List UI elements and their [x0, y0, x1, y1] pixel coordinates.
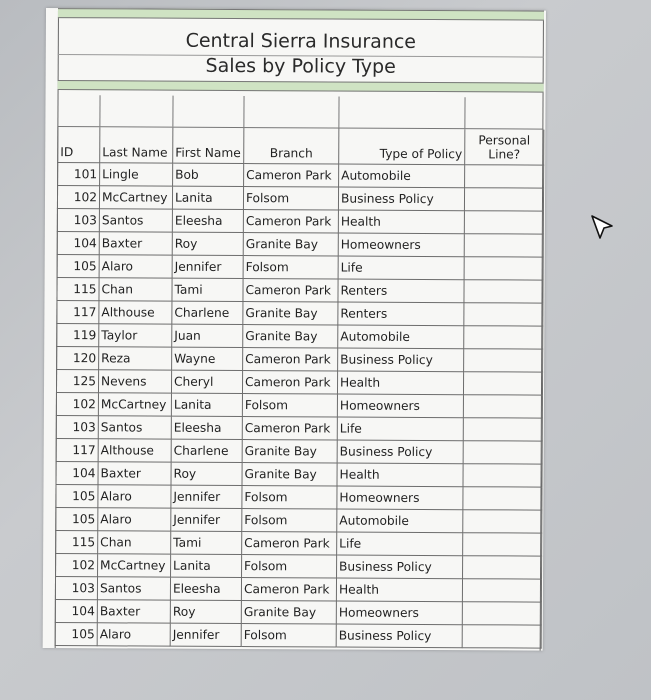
cell-branch: Cameron Park — [242, 370, 337, 393]
personal-header-line2: Line? — [488, 146, 521, 161]
cell-type-of-policy: Automobile — [337, 509, 463, 533]
cell-branch: Folsom — [243, 255, 338, 278]
cell-type-of-policy: Life — [337, 532, 463, 556]
cell-type-of-policy: Renters — [338, 302, 464, 326]
table-row — [57, 300, 543, 326]
blank-spacer-row — [57, 95, 543, 130]
table-row — [56, 461, 542, 487]
cell-personal-line — [463, 394, 542, 417]
cell-personal-line — [463, 532, 542, 555]
table-row — [58, 162, 544, 188]
cell-last-name: McCartney — [98, 553, 171, 576]
cell-branch: Folsom — [242, 508, 337, 531]
table-row — [57, 185, 543, 211]
cell-last-name: Baxter — [99, 231, 172, 254]
cell-type-of-policy: Business Policy — [337, 440, 463, 464]
cell-personal-line — [464, 187, 543, 210]
cell-id: 101 — [58, 162, 100, 185]
personal-header-line1: Personal — [478, 132, 531, 148]
cell-branch: Folsom — [242, 554, 337, 577]
cell-branch: Cameron Park — [243, 278, 338, 301]
cell-id: 105 — [55, 622, 97, 645]
cell-first-name: Charlene — [172, 301, 243, 324]
cell-first-name: Roy — [170, 600, 241, 623]
cell-id: 125 — [56, 369, 98, 392]
cell-id: 115 — [57, 277, 99, 300]
cell-id: 117 — [57, 300, 99, 323]
cell-id: 102 — [57, 185, 99, 208]
mouse-pointer-arrow-icon — [590, 214, 616, 244]
cell-branch: Cameron Park — [242, 416, 337, 439]
cell-last-name: Baxter — [97, 599, 170, 622]
cell-personal-line — [464, 325, 543, 348]
cell-personal-line — [463, 440, 542, 463]
cell-personal-line — [463, 509, 542, 532]
cell-id: 104 — [55, 599, 97, 622]
cell-personal-line — [464, 233, 543, 256]
table-row — [56, 438, 542, 464]
cell-id: 105 — [56, 484, 98, 507]
cell-last-name: Santos — [99, 208, 172, 231]
cell-first-name: Lanita — [172, 186, 243, 209]
cell-last-name: Alaro — [99, 254, 172, 277]
cell-id: 103 — [55, 576, 97, 599]
cell-first-name: Bob — [173, 163, 244, 186]
cell-id: 105 — [57, 254, 99, 277]
cell-branch: Cameron Park — [241, 577, 336, 600]
report-title-line2: Sales by Policy Type — [205, 54, 396, 78]
table-row — [56, 369, 542, 395]
cell-type-of-policy: Renters — [338, 279, 464, 303]
cell-last-name: Nevens — [98, 369, 171, 392]
cell-last-name: Lingle — [100, 162, 173, 185]
report-title-line1: Central Sierra Insurance — [185, 29, 417, 53]
cell-first-name: Jennifer — [170, 623, 241, 646]
cell-branch: Granite Bay — [241, 600, 336, 623]
cell-personal-line — [464, 279, 543, 302]
cell-first-name: Juan — [172, 324, 243, 347]
cell-type-of-policy: Homeowners — [337, 486, 463, 510]
column-header-first-name: First Name — [173, 128, 244, 163]
cell-last-name: Althouse — [98, 438, 171, 461]
cell-last-name: Chan — [98, 530, 171, 553]
table-row — [57, 254, 543, 280]
cell-personal-line — [462, 578, 541, 601]
cell-branch: Granite Bay — [243, 324, 338, 347]
cell-first-name: Tami — [171, 531, 242, 554]
column-header-branch: Branch — [244, 128, 339, 163]
table-row — [56, 507, 542, 533]
cell-branch: Folsom — [242, 393, 337, 416]
cell-last-name: Chan — [99, 277, 172, 300]
table-row — [56, 553, 542, 579]
cell-first-name: Lanita — [171, 554, 242, 577]
cell-personal-line — [462, 624, 541, 647]
cell-id: 105 — [56, 507, 98, 530]
cell-personal-line — [463, 463, 542, 486]
table-row — [57, 323, 543, 349]
cell-type-of-policy: Homeowners — [338, 233, 464, 257]
table-row — [56, 392, 542, 418]
cell-type-of-policy: Life — [337, 417, 463, 441]
cell-last-name: Santos — [97, 576, 170, 599]
cell-personal-line — [464, 302, 543, 325]
cell-last-name: McCartney — [99, 185, 172, 208]
cell-first-name: Roy — [172, 232, 243, 255]
table-row — [56, 530, 542, 556]
cell-type-of-policy: Homeowners — [336, 601, 462, 625]
cell-id: 102 — [56, 553, 98, 576]
cell-personal-line — [464, 256, 543, 279]
cell-personal-line — [464, 348, 543, 371]
cell-type-of-policy: Business Policy — [336, 624, 462, 648]
cell-last-name: Alaro — [98, 507, 171, 530]
cell-first-name: Jennifer — [171, 508, 242, 531]
table-row — [56, 484, 542, 510]
cell-branch: Granite Bay — [242, 462, 337, 485]
cell-personal-line — [465, 164, 544, 187]
cell-first-name: Cheryl — [171, 370, 242, 393]
cell-personal-line — [463, 486, 542, 509]
cell-id: 104 — [56, 461, 98, 484]
cell-type-of-policy: Automobile — [338, 325, 464, 349]
table-header-row — [58, 127, 544, 165]
column-header-id: ID — [58, 127, 100, 162]
cell-first-name: Jennifer — [172, 255, 243, 278]
cell-personal-line — [463, 555, 542, 578]
cell-last-name: Taylor — [99, 323, 172, 346]
cell-last-name: Santos — [98, 415, 171, 438]
cell-first-name: Eleesha — [172, 209, 243, 232]
cell-first-name: Eleesha — [170, 577, 241, 600]
cell-branch: Cameron Park — [243, 347, 338, 370]
cell-last-name: Alaro — [98, 484, 171, 507]
cell-first-name: Jennifer — [171, 485, 242, 508]
cell-branch: Cameron Park — [243, 209, 338, 232]
cell-first-name: Charlene — [171, 439, 242, 462]
table-row — [55, 599, 541, 625]
cell-branch: Cameron Park — [242, 531, 337, 554]
cell-personal-line — [462, 601, 541, 624]
table-row — [55, 576, 541, 602]
cell-type-of-policy: Business Policy — [338, 187, 464, 211]
cell-branch: Granite Bay — [243, 301, 338, 324]
cell-id: 115 — [56, 530, 98, 553]
column-header-personal-line — [465, 129, 544, 164]
cell-last-name: Althouse — [99, 300, 172, 323]
cell-type-of-policy: Health — [336, 578, 462, 602]
table-row — [56, 415, 542, 441]
cell-id: 103 — [56, 415, 98, 438]
cell-first-name: Roy — [171, 462, 242, 485]
cell-type-of-policy: Business Policy — [338, 348, 464, 372]
cell-id: 104 — [57, 231, 99, 254]
cell-first-name: Lanita — [171, 393, 242, 416]
cell-id: 119 — [57, 323, 99, 346]
cell-type-of-policy: Automobile — [339, 164, 465, 188]
cell-branch: Granite Bay — [243, 232, 338, 255]
cell-id: 117 — [56, 438, 98, 461]
cell-personal-line — [463, 371, 542, 394]
cell-type-of-policy: Homeowners — [337, 394, 463, 418]
cell-branch: Folsom — [243, 186, 338, 209]
cell-type-of-policy: Business Policy — [337, 555, 463, 579]
cell-first-name: Eleesha — [171, 416, 242, 439]
cell-last-name: Alaro — [97, 622, 170, 645]
cell-first-name: Tami — [172, 278, 243, 301]
cell-type-of-policy: Health — [337, 463, 463, 487]
table-row — [57, 231, 543, 257]
cell-branch: Folsom — [242, 485, 337, 508]
cell-type-of-policy: Health — [337, 371, 463, 395]
cell-type-of-policy: Health — [338, 210, 464, 234]
cell-last-name: Reza — [99, 346, 172, 369]
table-row — [57, 277, 543, 303]
table-row — [57, 346, 543, 372]
cell-first-name: Wayne — [172, 347, 243, 370]
table-body — [55, 162, 544, 648]
cell-type-of-policy: Life — [338, 256, 464, 280]
cell-branch: Folsom — [241, 623, 336, 646]
cell-id: 102 — [56, 392, 98, 415]
cell-branch: Cameron Park — [244, 163, 339, 186]
cell-id: 103 — [57, 208, 99, 231]
column-header-type-of-policy: Type of Policy — [339, 129, 465, 165]
cell-id: 120 — [57, 346, 99, 369]
cell-personal-line — [463, 417, 542, 440]
cell-branch: Granite Bay — [242, 439, 337, 462]
column-header-last-name: Last Name — [100, 127, 173, 162]
table-row — [57, 208, 543, 234]
cell-last-name: McCartney — [98, 392, 171, 415]
printed-worksheet — [43, 8, 546, 651]
policy-sales-table — [55, 127, 545, 648]
cell-last-name: Baxter — [98, 461, 171, 484]
table-row — [55, 622, 541, 648]
cell-personal-line — [464, 210, 543, 233]
